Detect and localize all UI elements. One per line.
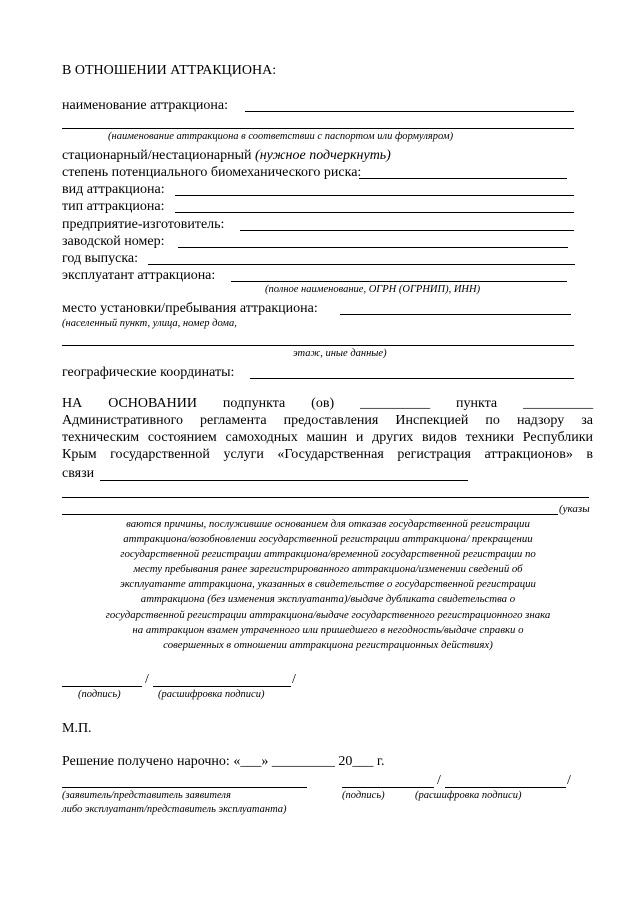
name-label: наименование аттракциона:	[62, 98, 228, 113]
signature-note: (подпись)	[78, 689, 121, 700]
place-field[interactable]	[340, 314, 571, 315]
place-label: место установки/пребывания аттракциона:	[62, 301, 318, 316]
applicant-note-2: либо эксплуатант/представитель эксплуатанта)	[62, 804, 287, 815]
applicant-field[interactable]	[62, 787, 307, 788]
bottom-decode-note: (расшифровка подписи)	[415, 790, 522, 801]
reasons-note: ваются причины, послужившие основанием для отказав государственной регистрации аттракциона/возобновлении государственной регистрации аттракциона/ прекращении государственной регистрации аттракциона/временной государственной регистрации по месту пребывания ранее зарегистрированного аттракциона/изменении сведений об эксплуатанте аттракциона, указанных в свидетельстве о государственной регистрации аттракциона (без изменения эксплуатанта)/выдаче дубликата свидетельства о государственной регистрации аттракциона/выдаче государственного регистрационного знака на аттракцион взамен утраченного или пришедшего в негодность/выдаче справки о совершенных в отношении аттракциона регистрационных действиях)	[105, 518, 551, 651]
serial-field[interactable]	[178, 247, 568, 248]
section-heading: В ОТНОШЕНИИ АТТРАКЦИОНА:	[62, 63, 277, 78]
risk-field[interactable]	[359, 178, 567, 179]
risk-label: степень потенциального биомеханического риска:	[62, 165, 362, 180]
stationary-hint: (нужное подчеркнуть)	[255, 148, 391, 163]
point-field[interactable]: __________	[523, 396, 594, 411]
signature-decode-field[interactable]	[153, 686, 291, 687]
bottom-signature-field[interactable]	[342, 787, 434, 788]
basis-line-5: связи	[62, 466, 95, 481]
year-field[interactable]	[148, 264, 575, 265]
received-day[interactable]: ___	[240, 754, 262, 769]
reason-field-line3[interactable]	[62, 514, 558, 515]
serial-label: заводской номер:	[62, 234, 165, 249]
name-note: (наименование аттракциона в соответствии с паспортом или формуляром)	[108, 131, 454, 142]
received-year[interactable]: ___	[352, 754, 374, 769]
received-label: Решение получено нарочно:	[62, 754, 230, 769]
received-line: Решение получено нарочно: «___» _________ 20___ г.	[62, 754, 385, 769]
place-field-line2[interactable]	[62, 345, 574, 346]
reason-field-line2[interactable]	[62, 497, 589, 498]
stationary-line	[62, 147, 391, 164]
operator-note: (полное наименование, ОГРН (ОГРНИП), ИНН)	[265, 284, 481, 295]
signature-field[interactable]	[62, 686, 142, 687]
bottom-signature-note: (подпись)	[342, 790, 385, 801]
place-note-2: этаж, иные данные)	[293, 348, 387, 359]
type-field[interactable]	[175, 212, 574, 213]
stamp-place: М.П.	[62, 721, 92, 736]
basis-line-4: Крым государственной услуги «Государственная регистрация аттракционов» в	[62, 447, 593, 462]
reason-field[interactable]	[100, 480, 468, 481]
signature-decode-note: (расшифровка подписи)	[158, 689, 265, 700]
signature-slash-end: /	[292, 672, 296, 687]
received-month[interactable]: _________	[271, 754, 335, 769]
operator-label: эксплуатант аттракциона:	[62, 268, 216, 283]
kind-field[interactable]	[175, 195, 574, 196]
basis-line-3: техническим состоянием самоходных машин и других видов техники Республики	[62, 430, 593, 445]
coords-label: географические координаты:	[62, 365, 235, 380]
bottom-slash: /	[437, 773, 441, 788]
signature-slash: /	[145, 672, 149, 687]
place-note-1: (населенный пункт, улица, номер дома,	[62, 318, 237, 329]
subpoint-field[interactable]: __________	[360, 396, 431, 411]
year-label: год выпуска:	[62, 251, 139, 266]
coords-field[interactable]	[250, 378, 574, 379]
type-label: тип аттракциона:	[62, 199, 165, 214]
applicant-note-1: (заявитель/представитель заявителя	[62, 790, 231, 801]
name-field-line2[interactable]	[62, 128, 574, 129]
stationary-label: стационарный/нестационарный	[62, 148, 252, 163]
maker-field[interactable]	[240, 230, 574, 231]
maker-label: предприятие-изготовитель:	[62, 217, 225, 232]
bottom-decode-field[interactable]	[445, 787, 566, 788]
operator-field[interactable]	[231, 281, 567, 282]
basis-line-1: НА ОСНОВАНИИ подпункта (ов) __________ пункта __________	[62, 396, 594, 411]
reasons-lead: (указы	[559, 503, 590, 515]
name-field[interactable]	[245, 111, 574, 112]
basis-line-2: Административного регламента предоставления Инспекцией по надзору за	[62, 413, 593, 428]
kind-label: вид аттракциона:	[62, 182, 165, 197]
bottom-slash-end: /	[567, 773, 571, 788]
